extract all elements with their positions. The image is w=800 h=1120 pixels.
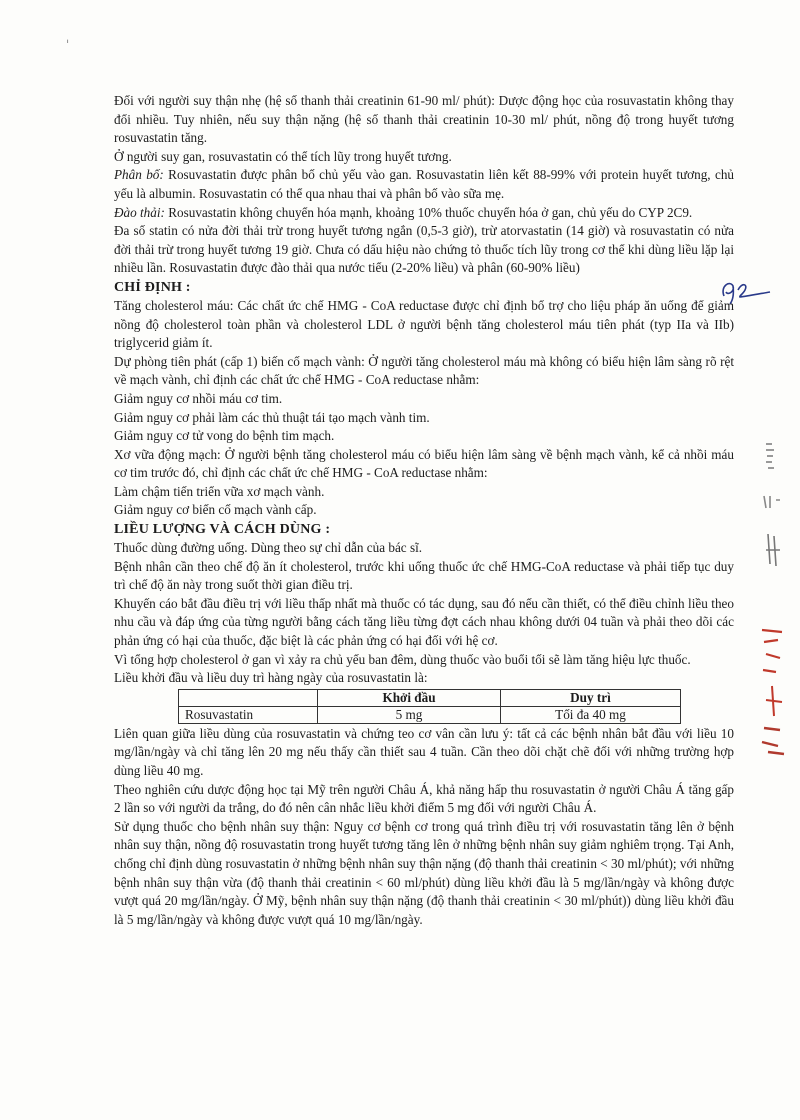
dosage-table — [178, 689, 681, 724]
paragraph-myopathy-note: Liên quan giữa liều dùng của rosuvastatin và chứng teo cơ vân cần lưu ý: tất cả các bệnh nhân bắt đầu với liều 10 mg/lần/ngày và chỉ tăng lên 20 mg nếu thấy cần thiết sau 4 tuần. Cần theo dõi chặt chẽ đối với những trường hợp dùng liều 40 mg. — [114, 725, 734, 778]
table-cell-maintenance-dose: Tối đa 40 mg — [501, 706, 681, 723]
heading-indications: CHỈ ĐỊNH : — [114, 279, 191, 295]
paragraph-asian-pharmacokinetics: Theo nghiên cứu dược động học tại Mỹ trên người Châu Á, khả năng hấp thu rosuvastatin ở người Châu Á tăng gấp 2 lần so với người da trắng, do đó nên cân nhắc liều khởi điểm 5 mg đối với người Châu Á. — [114, 781, 734, 816]
indication-line: Giảm nguy cơ biến cố mạch vành cấp. — [114, 502, 317, 518]
stamp-fragment-lower — [758, 530, 788, 570]
dosage-line: Thuốc dùng đường uống. Dùng theo sự chỉ dẫn của bác sĩ. — [114, 540, 423, 556]
table-header-cell: Duy trì — [501, 689, 681, 706]
table-header-cell — [179, 689, 318, 706]
paragraph-renal-dosing: Sử dụng thuốc cho bệnh nhân suy thận: Nguy cơ bệnh cơ trong quá trình điều trị với rosuvastatin tăng lên ở bệnh nhân suy thận, nồng độ rosuvastatin trong huyết tương tăng lên ở những bệnh nhân suy giảm nghiêm trọng. Tại Anh, chống chỉ định dùng rosuvastatin ở những bệnh nhân suy thận nặng (độ thanh thải creatinin < 30 ml/phút); với những bệnh nhân suy thận vừa (độ thanh thải creatinin < 60 ml/phút) dùng liều khởi đầu là 5 mg/lần/ngày và không được vượt quá 20 mg/lần/ngày. Ở Mỹ, bệnh nhân suy thận nặng (độ thanh thải creatinin < 30 ml/phút)) dùng liều khởi đầu là 5 mg/lần/ngày và không được vượt quá 10 mg/lần/ngày. — [114, 818, 734, 927]
distribution-label: Phân bố: — [114, 167, 164, 183]
elimination-text: Rosuvastatin không chuyển hóa mạnh, khoảng 10% thuốc chuyển hóa ở gan, chủ yếu do CYP 2C9. — [164, 204, 693, 220]
indication-line: Giảm nguy cơ phải làm các thủ thuật tái tạo mạch vành tim. — [114, 409, 430, 425]
dosage-table-caption: Liều khởi đầu và liều duy trì hàng ngày của rosuvastatin là: — [114, 670, 428, 686]
scan-corner-mark: ˌ — [66, 30, 70, 44]
table-header-cell: Khởi đầu — [318, 689, 501, 706]
red-stamp-fragment — [758, 620, 788, 760]
table-cell-start-dose: 5 mg — [318, 706, 501, 723]
indication-line: Tăng cholesterol máu: Các chất ức chế HMG - CoA reductase được chỉ định bổ trợ cho liệu pháp ăn uống để giảm nồng độ cholesterol toàn phần và cholesterol LDL ở người bệnh tăng cholesterol máu tiên phát (typ IIa và IIb) triglycerid giảm ít. — [114, 297, 734, 351]
stamp-fragment-top — [758, 440, 788, 474]
indication-line: Làm chậm tiến triển vữa xơ mạch vành. — [114, 483, 325, 499]
document-body — [114, 92, 734, 929]
paragraph-half-life: Đa số statin có nửa đời thải trừ trong huyết tương ngắn (0,5-3 giờ), trừ atorvastatin (14 giờ) và rosuvastatin có nửa đời thải trừ trong huyết tương 19 giờ. Chưa có dấu hiệu nào chứng tỏ thuốc tích lũy trong cơ thể khi dùng liều lặp lại nhiều lần. Rosuvastatin được đào thải qua nước tiểu (2-20% liều) và phân (60-90% liều) — [114, 223, 734, 276]
heading-dosage: LIỀU LƯỢNG VÀ CÁCH DÙNG : — [114, 522, 331, 538]
dosage-line: Vì tổng hợp cholesterol ở gan vì xảy ra chủ yếu ban đêm, dùng thuốc vào buổi tối sẽ làm tăng hiệu lực thuốc. — [114, 651, 691, 667]
indication-line: Dự phòng tiên phát (cấp 1) biến cố mạch vành: Ở người tăng cholesterol máu mà không có biểu hiện lâm sàng rõ rệt về mạch vành, chỉ định các chất ức chế HMG - CoA reductase nhằm: — [114, 353, 734, 388]
stamp-fragment-middle — [758, 492, 788, 512]
elimination-label: Đào thải: — [114, 204, 165, 220]
paragraph-elimination — [114, 204, 734, 223]
paragraph-renal-impairment: Đối với người suy thận nhẹ (hệ số thanh thải creatinin 61-90 ml/ phút): Dược động học của rosuvastatin không thay đổi nhiều. Tuy nhiên, nếu suy thận nặng (hệ số thanh thải creatinin 10-30 ml/ phút, nồng độ trong huyết tương rosuvastatin tăng. — [114, 93, 734, 146]
dosage-line: Bệnh nhân cần theo chế độ ăn ít cholesterol, trước khi uống thuốc ức chế HMG-CoA reductase và phải tiếp tục duy trì chế độ ăn này trong suốt thời gian điều trị. — [114, 558, 734, 593]
indication-line: Giảm nguy cơ nhồi máu cơ tim. — [114, 390, 283, 406]
paragraph-distribution — [114, 166, 734, 203]
indication-line: Giảm nguy cơ tử vong do bệnh tim mạch. — [114, 428, 335, 444]
table-header-row — [179, 689, 681, 706]
indication-line: Xơ vữa động mạch: Ở người bệnh tăng cholesterol máu có biểu hiện lâm sàng về bệnh mạch vành, kể cả nhồi máu cơ tim trước đó, chỉ định các chất ức chế HMG - CoA reductase nhằm: — [114, 446, 734, 481]
table-row — [179, 706, 681, 723]
paragraph-hepatic-impairment: Ở người suy gan, rosuvastatin có thể tích lũy trong huyết tương. — [114, 148, 452, 164]
dosage-line: Khuyến cáo bắt đầu điều trị với liều thấp nhất mà thuốc có tác dụng, sau đó nếu cần thiết, có thể điều chỉnh liều theo nhu cầu và đáp ứng của từng người bằng cách tăng liều từng đợt cách nhau không dưới 04 tuần và phải theo dõi các phản ứng có hại của thuốc, đặc biệt là các phản ứng có hại đối với hệ cơ. — [114, 595, 734, 649]
table-cell-drug: Rosuvastatin — [179, 706, 318, 723]
distribution-text: Rosuvastatin được phân bố chủ yếu vào gan. Rosuvastatin liên kết 88-99% với protein huyết tương, chủ yếu là albumin. Rosuvastatin có thể qua nhau thai và phân bố vào sữa mẹ. — [114, 167, 735, 201]
